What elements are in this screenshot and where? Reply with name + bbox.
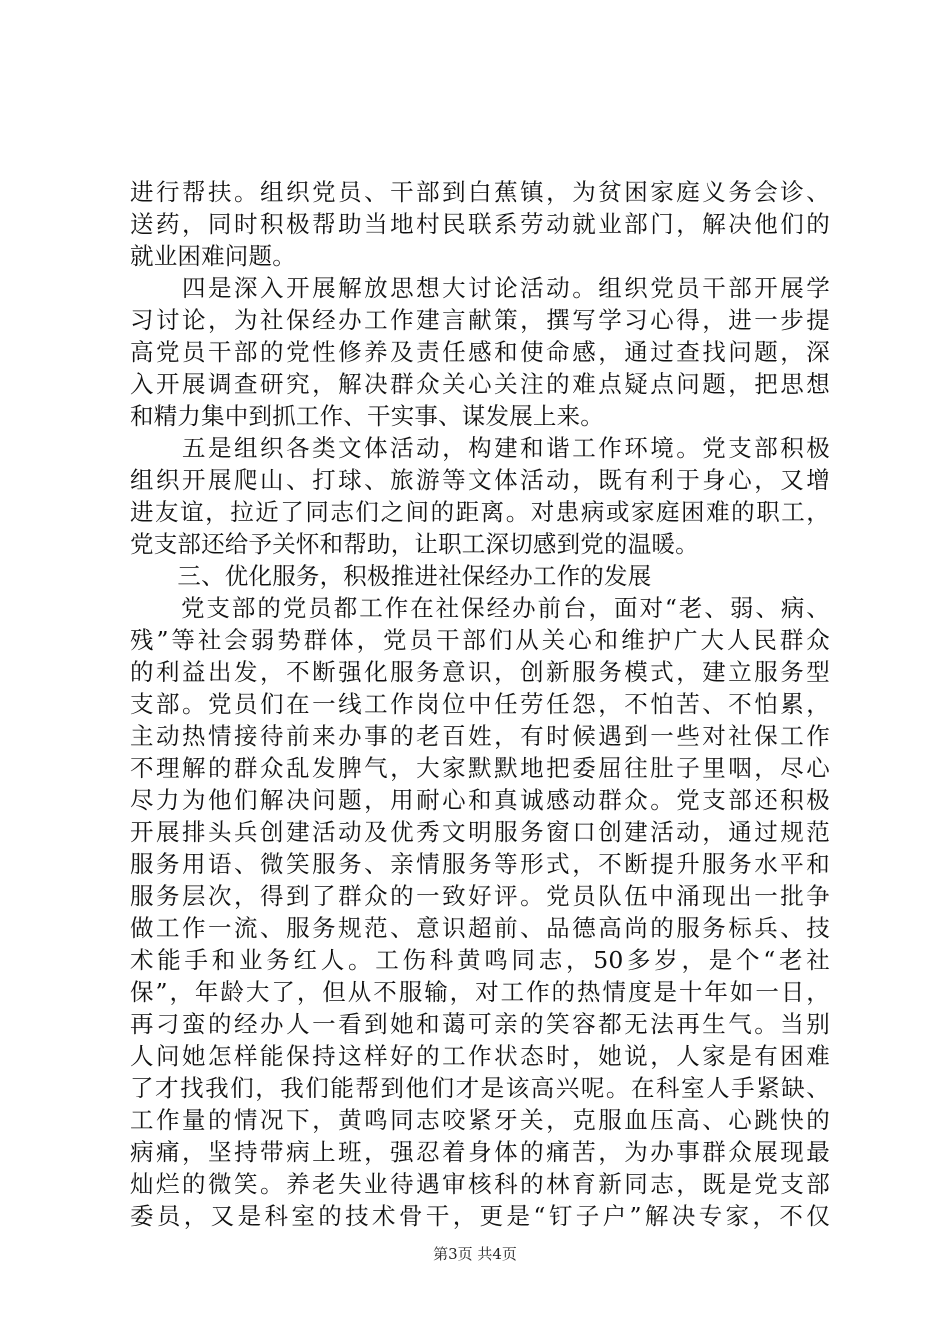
text-line: 做工作一流、服务规范、意识超前、品德高尚的服务标兵、技 — [130, 914, 830, 942]
text-line: 进行帮扶。组织党员、干部到白蕉镇，为贫困家庭义务会诊、 — [130, 178, 830, 206]
text-line: 组织开展爬山、打球、旅游等文体活动，既有利于身心，又增 — [130, 466, 830, 494]
text-line: 残”等社会弱势群体，党员干部们从关心和维护广大人民群众 — [130, 626, 830, 654]
document-body — [130, 176, 830, 1232]
text-line: 和精力集中到抓工作、干实事、谋发展上来。 — [130, 402, 604, 430]
text-line: 尽力为他们解决问题，用耐心和真诚感动群众。党支部还积极 — [130, 786, 830, 814]
text-line: 送药，同时积极帮助当地村民联系劳动就业部门，解决他们的 — [130, 210, 830, 238]
text-line: 党支部的党员都工作在社保经办前台，面对“老、弱、病、 — [130, 594, 830, 622]
text-line: 服务层次，得到了群众的一致好评。党员队伍中涌现出一批争 — [130, 882, 830, 910]
text-line: 的利益出发，不断强化服务意识，创新服务模式，建立服务型 — [130, 658, 830, 686]
text-line: 进友谊，拉近了同志们之间的距离。对患病或家庭困难的职工， — [130, 498, 830, 526]
text-line: 开展排头兵创建活动及优秀文明服务窗口创建活动，通过规范 — [130, 818, 830, 846]
text-line: 党支部还给予关怀和帮助，让职工深切感到党的温暖。 — [130, 530, 699, 558]
text-line: 灿烂的微笑。养老失业待遇审核科的林育新同志，既是党支部 — [130, 1170, 830, 1198]
text-line: 病痛，坚持带病上班，强忍着身体的痛苦，为办事群众展现最 — [130, 1138, 830, 1166]
text-line: 委员，又是科室的技术骨干，更是“钉子户”解决专家，不仅 — [130, 1202, 830, 1230]
text-line: 主动热情接待前来办事的老百姓，有时候遇到一些对社保工作 — [130, 722, 830, 750]
text-line: 保”，年龄大了，但从不服输，对工作的热情度是十年如一日， — [130, 978, 830, 1006]
section-heading: 三、优化服务，积极推进社保经办工作的发展 — [130, 562, 652, 590]
text-line: 入开展调查研究，解决群众关心关注的难点疑点问题，把思想 — [130, 370, 830, 398]
text-line: 高党员干部的党性修养及责任感和使命感，通过查找问题，深 — [130, 338, 830, 366]
text-line: 人问她怎样能保持这样好的工作状态时，她说，人家是有困难 — [130, 1042, 830, 1070]
text-line: 五是组织各类文体活动，构建和谐工作环境。党支部积极 — [130, 434, 830, 462]
text-line: 了才找我们，我们能帮到他们才是该高兴呢。在科室人手紧缺、 — [130, 1074, 830, 1102]
text-line: 工作量的情况下，黄鸣同志咬紧牙关，克服血压高、心跳快的 — [130, 1106, 830, 1134]
text-line: 不理解的群众乱发脾气，大家默默地把委屈往肚子里咽，尽心 — [130, 754, 830, 782]
text-line: 再刁蛮的经办人一看到她和蔼可亲的笑容都无法再生气。当别 — [130, 1010, 830, 1038]
text-line: 服务用语、微笑服务、亲情服务等形式，不断提升服务水平和 — [130, 850, 830, 878]
text-line: 支部。党员们在一线工作岗位中任劳任怨，不怕苦、不怕累， — [130, 690, 830, 718]
text-line: 术能手和业务红人。工伤科黄鸣同志，50多岁，是个“老社 — [130, 946, 830, 974]
page-footer: 第3页 共4页 — [433, 1245, 517, 1263]
text-line: 四是深入开展解放思想大讨论活动。组织党员干部开展学 — [130, 274, 830, 302]
text-line: 习讨论，为社保经办工作建言献策，撰写学习心得，进一步提 — [130, 306, 830, 334]
text-line: 就业困难问题。 — [130, 242, 296, 270]
